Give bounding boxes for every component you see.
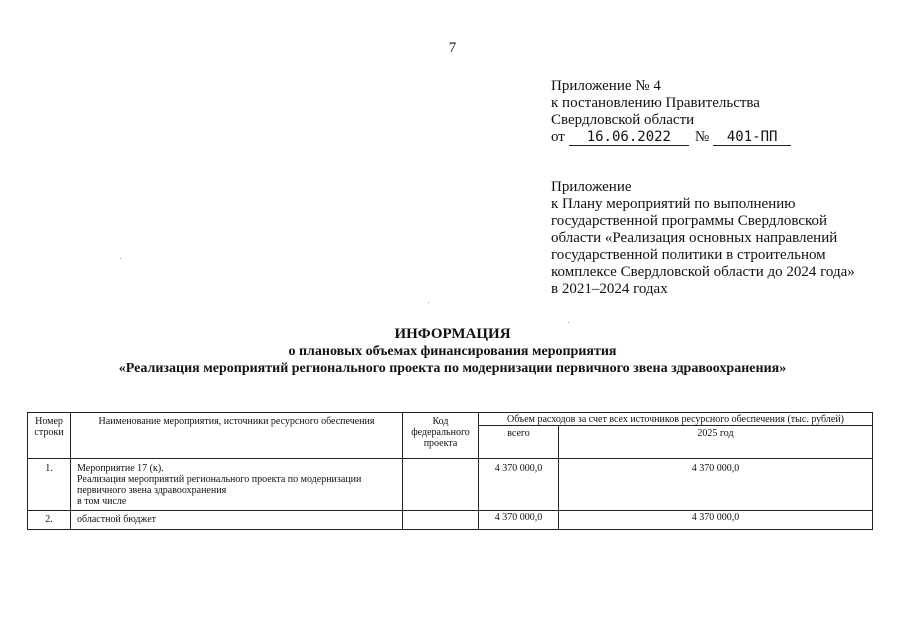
- header-code-line: проекта: [423, 438, 458, 449]
- row-1-name: [77, 463, 399, 507]
- resolution-date: 16.06.2022: [569, 130, 689, 146]
- appendix-line: Приложение № 4: [551, 78, 661, 94]
- row-1-number: 1.: [45, 463, 53, 474]
- appendix-line: к постановлению Правительства: [551, 95, 760, 111]
- row-2-number: 2.: [45, 514, 53, 525]
- header-year-2025: 2025 год: [697, 428, 734, 439]
- header-federal-project-code: [403, 416, 478, 449]
- header-row-number: [28, 416, 70, 438]
- row-1-name-line: Мероприятие 17 (к).: [77, 463, 164, 474]
- document-subtitle: о плановых объемах финансирования мероприятия: [288, 344, 617, 359]
- header-total: всего: [507, 428, 530, 439]
- header-row-number-line: Номер: [35, 416, 63, 427]
- row-1-name-line: первичного звена здравоохранения: [77, 485, 227, 496]
- header-code-line: федерального: [411, 427, 470, 438]
- row-1-name-line: Реализация мероприятий регионального проекта по модернизации: [77, 474, 362, 485]
- header-name: Наименование мероприятия, источники ресурсного обеспечения: [98, 416, 375, 427]
- header-code-line: Код: [432, 416, 449, 427]
- scan-speck: [568, 322, 569, 323]
- appendix-approval-block: [551, 78, 791, 146]
- header-expense-volume: Объем расходов за счет всех источников ресурсного обеспечения (тыс. рублей): [506, 414, 845, 425]
- appendix-line: Свердловской области: [551, 112, 695, 128]
- document-subject: «Реализация мероприятий регионального проекта по модернизации первичного звена здравоохранения»: [118, 361, 787, 376]
- row-2-name: областной бюджет: [77, 514, 157, 525]
- plan-appendix-line: в 2021–2024 годах: [551, 281, 668, 297]
- plan-appendix-line: области «Реализация основных направлений: [551, 230, 838, 246]
- document-title: ИНФОРМАЦИЯ: [394, 326, 511, 342]
- plan-appendix-line: Приложение: [551, 179, 632, 195]
- plan-appendix-line: государственной программы Свердловской: [551, 213, 828, 229]
- date-prefix: от: [551, 129, 565, 145]
- row-1-total: 4 370 000,0: [494, 463, 543, 474]
- plan-appendix-block: [551, 179, 855, 298]
- row-1-name-line: в том числе: [77, 496, 127, 507]
- scan-speck: [428, 302, 429, 303]
- plan-appendix-line: к Плану мероприятий по выполнению: [551, 196, 796, 212]
- row-1-year-2025: 4 370 000,0: [691, 463, 740, 474]
- page-number: 7: [448, 40, 457, 56]
- scan-speck: [120, 258, 121, 259]
- resolution-date-number-row: [551, 129, 791, 146]
- header-row-number-line: строки: [34, 427, 64, 438]
- plan-appendix-line: государственной политики в строительном: [551, 247, 826, 263]
- row-2-year-2025: 4 370 000,0: [691, 512, 740, 523]
- resolution-number: 401-ПП: [713, 130, 791, 146]
- row-2-total: 4 370 000,0: [494, 512, 543, 523]
- number-sign: №: [694, 129, 710, 145]
- plan-appendix-line: комплексе Свердловской области до 2024 года»: [551, 264, 855, 280]
